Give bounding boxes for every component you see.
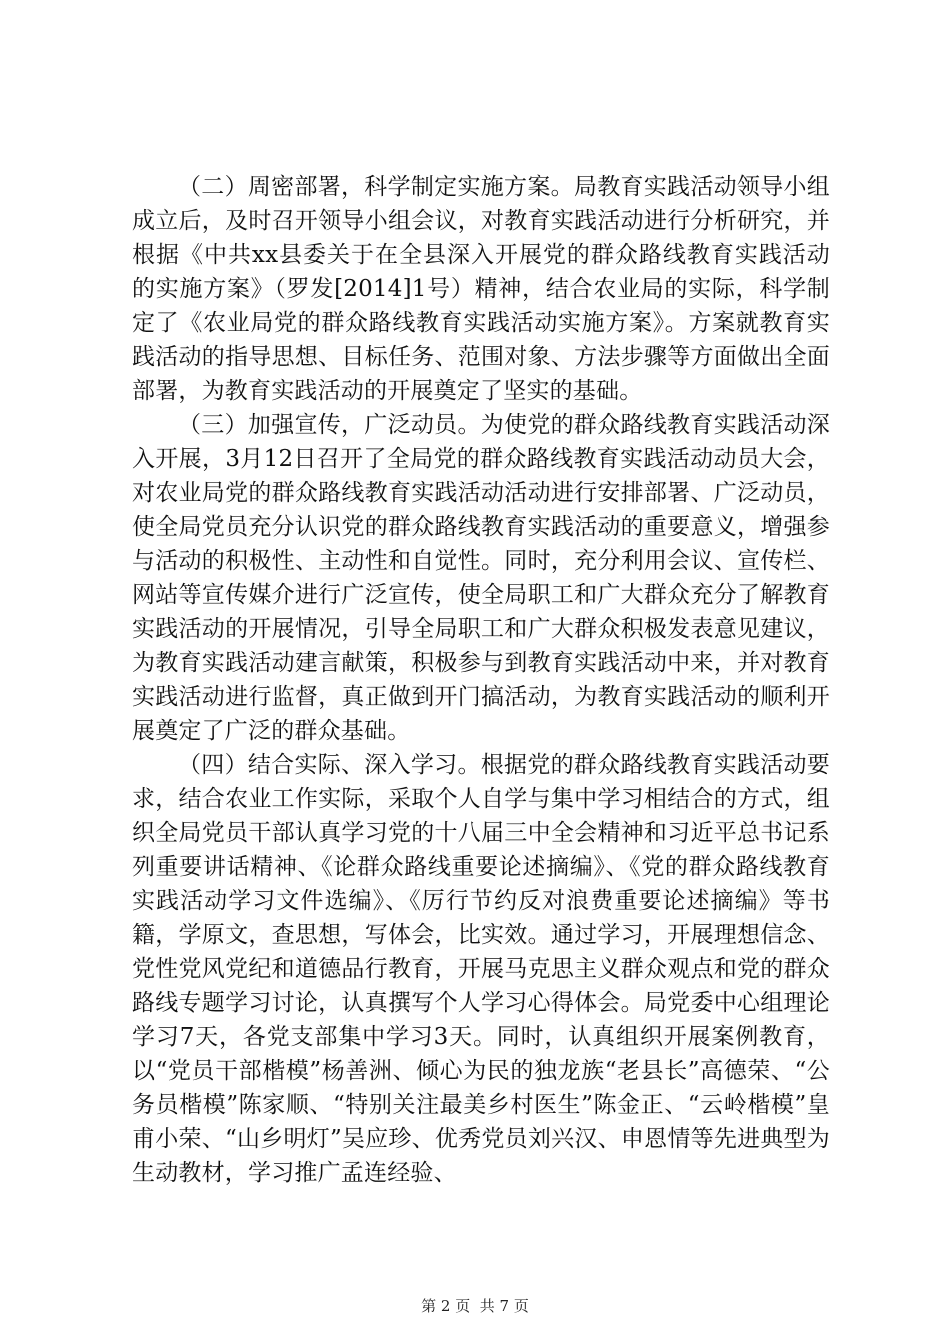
paragraph-deployment: （二）周密部署，科学制定实施方案。局教育实践活动领导小组成立后，及时召开领导小组会议，对教育实践活动进行分析研究，并根据《中共xx县委关于在全县深入开展党的群众路线教育实践活动的实施方案》（罗发[2014]1号）精神，结合农业局的实际，科学制定了《农业局党的群众路线教育实践活动实施方案》。方案就教育实践活动的指导思想、目标任务、范围对象、方法步骤等方面做出全面部署，为教育实践活动的开展奠定了坚实的基础。: [132, 174, 830, 404]
paragraph-publicity: （三）加强宣传，广泛动员。为使党的群众路线教育实践活动深入开展，3月12日召开了全局党的群众路线教育实践活动动员大会，对农业局党的群众路线教育实践活动活动进行安排部署、广泛动员，使全局党员充分认识党的群众路线教育实践活动的重要意义，增强参与活动的积极性、主动性和自觉性。同时，充分利用会议、宣传栏、网站等宣传媒介进行广泛宣传，使全局职工和广大群众充分了解教育实践活动的开展情况，引导全局职工和广大群众积极发表意见建议，为教育实践活动建言献策，积极参与到教育实践活动中来，并对教育实践活动进行监督，真正做到开门搞活动，为教育实践活动的顺利开展奠定了广泛的群众基础。: [132, 412, 830, 744]
document-body: [132, 170, 830, 1190]
page-number-footer: 第 2 页 共 7 页: [421, 1297, 529, 1315]
paragraph-study: （四）结合实际、深入学习。根据党的群众路线教育实践活动要求，结合农业工作实际，采取个人自学与集中学习相结合的方式，组织全局党员干部认真学习党的十八届三中全会精神和习近平总书记系列重要讲话精神、《论群众路线重要论述摘编》、《党的群众路线教育实践活动学习文件选编》、《厉行节约反对浪费重要论述摘编》等书籍，学原文，查思想，写体会，比实效。通过学习，开展理想信念、党性党风党纪和道德品行教育，开展马克思主义群众观点和党的群众路线专题学习讨论，认真撰写个人学习心得体会。局党委中心组理论学习7天，各党支部集中学习3天。同时，认真组织开展案例教育，以“党员干部楷模”杨善洲、倾心为民的独龙族“老县长”高德荣、“公务员楷模”陈家顺、“特别关注最美乡村医生”陈金正、“云岭楷模”皇甫小荣、“山乡明灯”吴应珍、优秀党员刘兴汉、申恩情等先进典型为生动教材，学习推广孟连经验、: [132, 752, 830, 1186]
